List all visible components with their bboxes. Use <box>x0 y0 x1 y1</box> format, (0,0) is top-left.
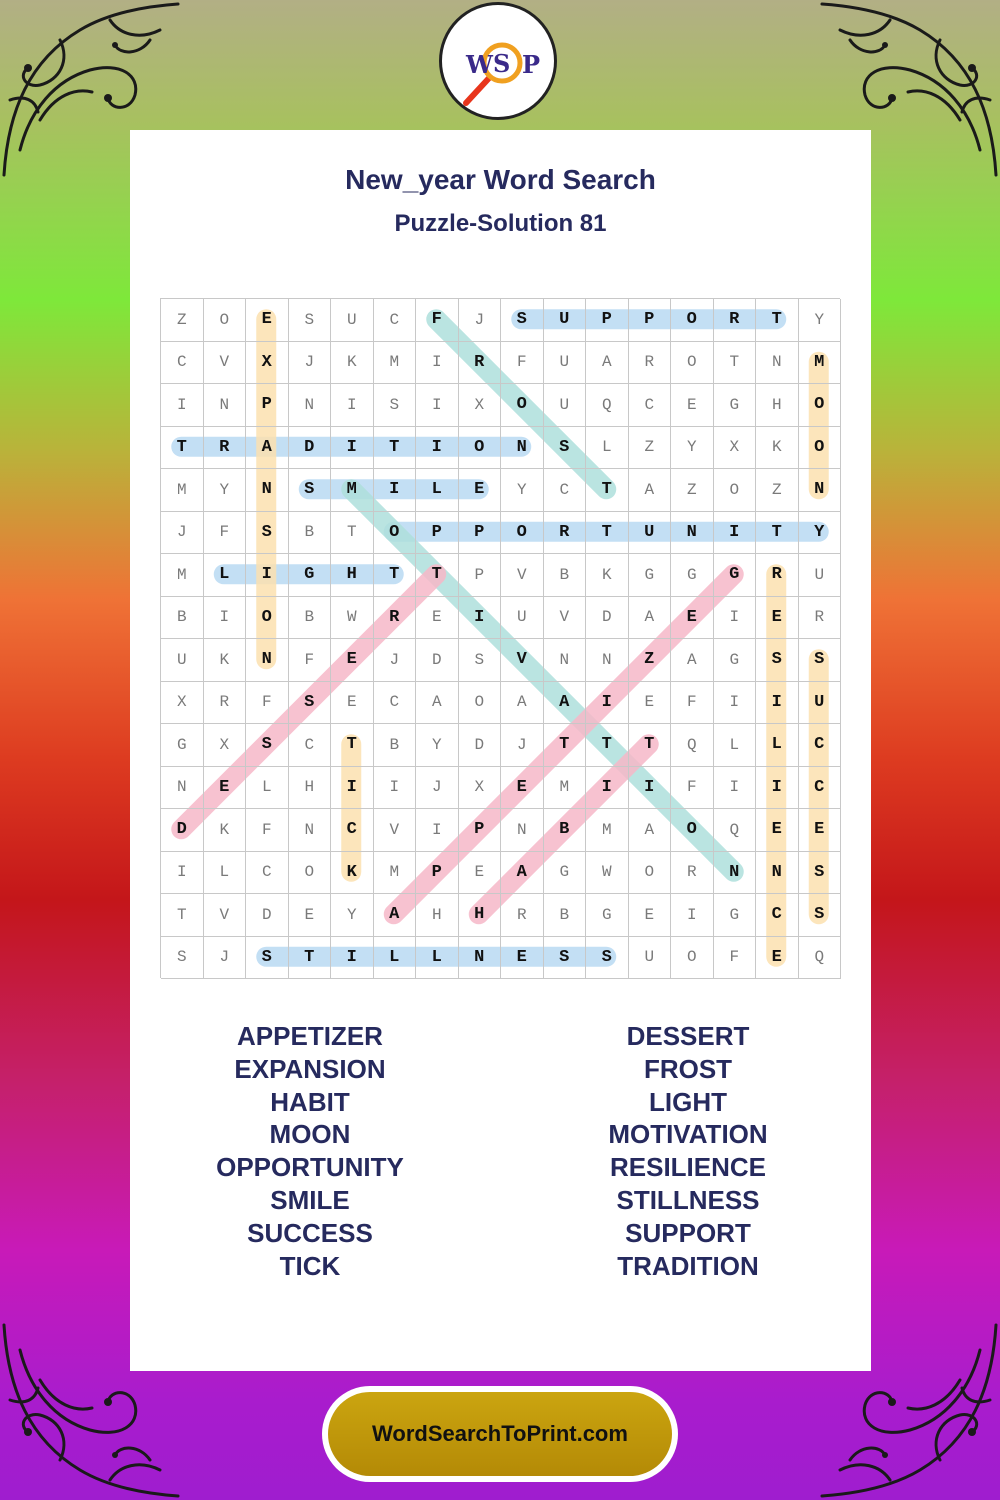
wsp-logo[interactable] <box>439 2 557 120</box>
grid-cell[interactable]: L <box>374 937 417 980</box>
grid-cell[interactable]: V <box>374 809 417 852</box>
grid-cell[interactable]: V <box>544 597 587 640</box>
grid-cell[interactable]: E <box>799 809 842 852</box>
grid-cell[interactable]: R <box>544 512 587 555</box>
grid-cell[interactable]: N <box>289 384 332 427</box>
grid-cell[interactable]: A <box>501 682 544 725</box>
puzzle-grid-area <box>160 298 840 978</box>
grid-cell[interactable]: L <box>204 852 247 895</box>
puzzle-card <box>130 130 871 1371</box>
grid-cell[interactable]: S <box>799 639 842 682</box>
grid-cell[interactable]: I <box>629 767 672 810</box>
grid-cell[interactable]: I <box>416 809 459 852</box>
grid-cell[interactable]: M <box>374 342 417 385</box>
grid-cell[interactable]: O <box>374 512 417 555</box>
grid-cell[interactable]: O <box>289 852 332 895</box>
grid-cell[interactable]: T <box>756 512 799 555</box>
grid-cell[interactable]: T <box>416 554 459 597</box>
grid-cell[interactable]: I <box>331 937 374 980</box>
word-motivation: MOTIVATION <box>608 1119 768 1150</box>
grid-cell[interactable]: X <box>459 767 502 810</box>
grid-cell[interactable]: J <box>204 937 247 980</box>
grid-cell[interactable]: C <box>544 469 587 512</box>
grid-cell[interactable]: U <box>799 682 842 725</box>
grid-cell[interactable]: N <box>501 427 544 470</box>
grid-cell[interactable]: I <box>586 767 629 810</box>
word-frost: FROST <box>643 1053 733 1084</box>
grid-cell[interactable]: O <box>246 597 289 640</box>
grid-cell[interactable]: P <box>586 299 629 342</box>
grid-cell[interactable]: F <box>671 767 714 810</box>
grid-cell[interactable]: M <box>374 852 417 895</box>
grid-cell[interactable]: Q <box>671 724 714 767</box>
grid-cell[interactable]: S <box>289 469 332 512</box>
grid-cell[interactable]: X <box>246 342 289 385</box>
grid-cell[interactable]: K <box>331 342 374 385</box>
footer-badge[interactable] <box>322 1386 678 1482</box>
grid-cell[interactable]: O <box>799 427 842 470</box>
grid-cell[interactable]: I <box>714 512 757 555</box>
grid-cell[interactable]: O <box>204 299 247 342</box>
grid-cell[interactable]: S <box>544 427 587 470</box>
grid-cell[interactable]: U <box>161 639 204 682</box>
grid-cell[interactable]: I <box>671 894 714 937</box>
grid-cell[interactable]: X <box>161 682 204 725</box>
grid-cell[interactable]: S <box>246 512 289 555</box>
grid-cell[interactable]: A <box>501 852 544 895</box>
grid-cell[interactable]: T <box>714 342 757 385</box>
grid-cell[interactable]: M <box>161 554 204 597</box>
grid-cell[interactable]: S <box>459 639 502 682</box>
grid-cell[interactable]: E <box>246 299 289 342</box>
logo-letter-p: P <box>522 50 541 79</box>
grid-cell[interactable]: Y <box>799 299 842 342</box>
grid-cell[interactable]: E <box>501 937 544 980</box>
grid-cell[interactable]: X <box>459 384 502 427</box>
grid-cell[interactable]: Y <box>799 512 842 555</box>
grid-cell[interactable]: N <box>501 809 544 852</box>
grid-cell[interactable]: T <box>629 724 672 767</box>
grid-cell[interactable]: S <box>544 937 587 980</box>
grid-cell[interactable]: X <box>204 724 247 767</box>
grid-cell[interactable]: Q <box>714 809 757 852</box>
grid-cell[interactable]: S <box>246 937 289 980</box>
grid-cell[interactable]: Z <box>629 639 672 682</box>
grid-cell[interactable]: I <box>161 852 204 895</box>
grid-cell[interactable]: W <box>586 852 629 895</box>
grid-cell[interactable]: O <box>459 427 502 470</box>
grid-cell[interactable]: Y <box>204 469 247 512</box>
grid-cell[interactable]: I <box>331 767 374 810</box>
grid-cell[interactable]: C <box>799 724 842 767</box>
grid-cell[interactable]: B <box>289 512 332 555</box>
word-opportunity: OPPORTUNITY <box>216 1152 404 1183</box>
grid-cell[interactable]: V <box>204 342 247 385</box>
word-tradition: TRADITION <box>617 1250 759 1281</box>
grid-cell[interactable]: G <box>714 384 757 427</box>
grid-cell[interactable]: B <box>374 724 417 767</box>
grid-cell[interactable]: N <box>459 937 502 980</box>
site-link[interactable]: WordSearchToPrint.com <box>372 1421 628 1446</box>
grid-cell[interactable]: G <box>629 554 672 597</box>
grid-cell[interactable]: A <box>629 809 672 852</box>
grid-cell[interactable]: C <box>756 894 799 937</box>
grid-cell[interactable]: U <box>629 512 672 555</box>
grid-cell[interactable]: O <box>799 384 842 427</box>
grid-cell[interactable]: F <box>204 512 247 555</box>
logo-letter-s: S <box>493 49 511 78</box>
grid-cell[interactable]: F <box>246 809 289 852</box>
grid-cell[interactable]: B <box>544 554 587 597</box>
grid-cell[interactable]: E <box>756 597 799 640</box>
grid-cell[interactable]: T <box>544 724 587 767</box>
word-habit: HABIT <box>270 1086 350 1117</box>
grid-cell[interactable]: B <box>544 894 587 937</box>
grid-cell[interactable]: K <box>586 554 629 597</box>
grid-cell[interactable]: L <box>714 724 757 767</box>
page-subtitle: Puzzle-Solution 81 <box>394 210 607 237</box>
grid-cell[interactable]: H <box>331 554 374 597</box>
grid-cell[interactable]: I <box>331 427 374 470</box>
grid-cell[interactable]: C <box>161 342 204 385</box>
grid-cell[interactable]: L <box>416 937 459 980</box>
grid-cell[interactable]: Z <box>756 469 799 512</box>
grid-cell[interactable]: I <box>416 384 459 427</box>
grid-cell[interactable]: E <box>331 682 374 725</box>
grid-cell[interactable]: S <box>246 724 289 767</box>
grid-cell[interactable]: R <box>629 342 672 385</box>
grid-cell[interactable]: S <box>586 937 629 980</box>
grid-cell[interactable]: M <box>586 809 629 852</box>
grid-cell[interactable]: N <box>756 342 799 385</box>
grid-cell[interactable]: R <box>799 597 842 640</box>
grid-cell[interactable]: F <box>416 299 459 342</box>
word-support: SUPPORT <box>625 1217 751 1248</box>
grid-cell[interactable]: O <box>671 342 714 385</box>
grid-cell[interactable]: L <box>756 724 799 767</box>
grid-cell[interactable]: Y <box>416 724 459 767</box>
grid-cell[interactable]: A <box>416 682 459 725</box>
grid-cell[interactable]: A <box>629 597 672 640</box>
grid-cell[interactable]: D <box>416 639 459 682</box>
grid-cell[interactable]: R <box>501 894 544 937</box>
grid-cell[interactable]: D <box>586 597 629 640</box>
grid-cell[interactable]: W <box>331 597 374 640</box>
grid-cell[interactable]: I <box>331 384 374 427</box>
grid-cell[interactable]: N <box>246 639 289 682</box>
grid-cell[interactable]: T <box>586 724 629 767</box>
grid-cell[interactable]: T <box>374 554 417 597</box>
footer-button[interactable] <box>328 1392 672 1476</box>
grid-cell[interactable]: E <box>204 767 247 810</box>
grid-cell[interactable]: S <box>161 937 204 980</box>
grid-cell[interactable]: O <box>459 682 502 725</box>
grid-cell[interactable]: L <box>416 469 459 512</box>
grid-cell[interactable]: J <box>459 299 502 342</box>
grid-cell[interactable]: G <box>586 894 629 937</box>
grid-cell[interactable]: M <box>544 767 587 810</box>
grid-cell[interactable]: O <box>714 469 757 512</box>
grid-cell[interactable]: P <box>416 852 459 895</box>
grid-cell[interactable]: Y <box>671 427 714 470</box>
grid-cell[interactable]: B <box>544 809 587 852</box>
grid-cell[interactable]: Q <box>799 937 842 980</box>
grid-cell[interactable]: N <box>544 639 587 682</box>
grid-cell[interactable]: J <box>501 724 544 767</box>
grid-cell[interactable]: C <box>289 724 332 767</box>
grid-cell[interactable]: D <box>289 427 332 470</box>
grid-cell[interactable]: E <box>756 937 799 980</box>
grid-cell[interactable]: T <box>586 469 629 512</box>
word-light: LIGHT <box>649 1086 727 1117</box>
grid-cell[interactable]: Z <box>161 299 204 342</box>
word-tick: TICK <box>279 1250 341 1281</box>
grid-cell[interactable]: H <box>756 384 799 427</box>
grid-cell[interactable]: N <box>204 384 247 427</box>
grid-cell[interactable]: I <box>416 427 459 470</box>
grid-cell[interactable]: P <box>459 512 502 555</box>
grid-cell[interactable]: O <box>501 384 544 427</box>
grid-cell[interactable]: K <box>331 852 374 895</box>
grid-cell[interactable]: P <box>459 554 502 597</box>
grid-cell[interactable]: F <box>671 682 714 725</box>
grid-cell[interactable]: J <box>374 639 417 682</box>
grid-cell[interactable]: O <box>629 852 672 895</box>
grid-cell[interactable]: T <box>586 512 629 555</box>
grid-cell[interactable]: P <box>459 809 502 852</box>
grid-cell[interactable]: T <box>331 724 374 767</box>
grid-cell[interactable]: E <box>289 894 332 937</box>
grid-cell[interactable]: J <box>416 767 459 810</box>
grid-cell[interactable]: V <box>204 894 247 937</box>
grid-cell[interactable]: Q <box>586 384 629 427</box>
word-dessert: DESSERT <box>626 1021 750 1051</box>
grid-cell[interactable]: I <box>756 767 799 810</box>
grid-cell[interactable]: T <box>161 894 204 937</box>
grid-cell[interactable]: H <box>289 767 332 810</box>
grid-cell[interactable]: F <box>289 639 332 682</box>
grid-cell[interactable]: V <box>501 554 544 597</box>
grid-cell[interactable]: T <box>374 427 417 470</box>
grid-cell[interactable]: R <box>204 682 247 725</box>
grid-cell[interactable]: S <box>799 894 842 937</box>
grid-cell[interactable]: S <box>756 639 799 682</box>
grid-cell[interactable]: U <box>799 554 842 597</box>
grid-cell[interactable]: U <box>501 597 544 640</box>
grid-cell[interactable]: U <box>544 342 587 385</box>
grid-cell[interactable]: I <box>246 554 289 597</box>
grid-cell[interactable]: E <box>671 384 714 427</box>
grid-cell[interactable]: A <box>671 639 714 682</box>
grid-cell[interactable]: X <box>714 427 757 470</box>
grid-cell[interactable]: N <box>161 767 204 810</box>
grid-cell[interactable]: E <box>756 809 799 852</box>
grid-cell[interactable]: G <box>714 639 757 682</box>
grid-cell[interactable]: N <box>289 809 332 852</box>
grid-cell[interactable]: R <box>671 852 714 895</box>
grid-cell[interactable]: N <box>799 469 842 512</box>
grid-cell[interactable]: E <box>501 767 544 810</box>
grid-cell[interactable]: T <box>756 299 799 342</box>
grid-cell[interactable]: P <box>416 512 459 555</box>
grid-cell[interactable]: K <box>204 809 247 852</box>
grid-cell[interactable]: A <box>246 427 289 470</box>
grid-cell[interactable]: V <box>501 639 544 682</box>
grid-cell[interactable]: C <box>374 299 417 342</box>
grid-cell[interactable]: I <box>586 682 629 725</box>
grid-cell[interactable]: A <box>544 682 587 725</box>
page-title: New_year Word Search <box>345 164 656 195</box>
grid-cell[interactable]: F <box>714 937 757 980</box>
grid-cell[interactable]: S <box>374 384 417 427</box>
grid-cell[interactable]: P <box>246 384 289 427</box>
letter-grid <box>160 298 840 978</box>
magnifier-icon <box>442 5 554 117</box>
word-resilience: RESILIENCE <box>609 1152 767 1183</box>
grid-cell[interactable]: U <box>544 299 587 342</box>
word-list-right <box>508 1020 868 1282</box>
grid-cell[interactable]: C <box>799 767 842 810</box>
grid-cell[interactable]: F <box>501 342 544 385</box>
grid-cell[interactable]: O <box>501 512 544 555</box>
grid-cell[interactable]: F <box>246 682 289 725</box>
grid-cell[interactable]: E <box>459 469 502 512</box>
grid-cell[interactable]: J <box>289 342 332 385</box>
grid-cell[interactable]: R <box>374 597 417 640</box>
grid-cell[interactable]: N <box>714 852 757 895</box>
grid-cell[interactable]: O <box>671 299 714 342</box>
grid-cell[interactable]: C <box>374 682 417 725</box>
grid-cell[interactable]: E <box>459 852 502 895</box>
grid-cell[interactable]: Y <box>501 469 544 512</box>
grid-cell[interactable]: S <box>289 299 332 342</box>
grid-cell[interactable]: B <box>161 597 204 640</box>
grid-cell[interactable]: B <box>289 597 332 640</box>
grid-cell[interactable]: H <box>459 894 502 937</box>
grid-cell[interactable]: R <box>459 342 502 385</box>
grid-cell[interactable]: N <box>586 639 629 682</box>
grid-cell[interactable]: M <box>331 469 374 512</box>
grid-cell[interactable]: E <box>331 639 374 682</box>
grid-cell[interactable]: N <box>756 852 799 895</box>
grid-cell[interactable]: N <box>671 512 714 555</box>
grid-cell[interactable]: G <box>714 554 757 597</box>
grid-cell[interactable]: Z <box>629 427 672 470</box>
grid-cell[interactable]: L <box>246 767 289 810</box>
grid-cell[interactable]: R <box>204 427 247 470</box>
grid-cell[interactable]: Y <box>331 894 374 937</box>
logo-letter-w: W <box>466 50 493 79</box>
grid-cell[interactable]: K <box>756 427 799 470</box>
grid-cell[interactable]: S <box>501 299 544 342</box>
grid-cell[interactable]: O <box>671 809 714 852</box>
grid-cell[interactable]: I <box>714 767 757 810</box>
grid-cell[interactable]: A <box>629 469 672 512</box>
grid-cell[interactable]: I <box>459 597 502 640</box>
grid-cell[interactable]: I <box>416 342 459 385</box>
grid-cell[interactable]: G <box>161 724 204 767</box>
grid-cell[interactable]: I <box>756 682 799 725</box>
grid-cell[interactable]: C <box>331 809 374 852</box>
grid-cell[interactable]: L <box>586 427 629 470</box>
grid-cell[interactable]: H <box>416 894 459 937</box>
grid-cell[interactable]: S <box>289 682 332 725</box>
word-stillness: STILLNESS <box>616 1184 760 1215</box>
grid-cell[interactable]: E <box>416 597 459 640</box>
grid-cell[interactable]: I <box>714 682 757 725</box>
grid-cell[interactable]: S <box>799 852 842 895</box>
grid-cell[interactable]: D <box>459 724 502 767</box>
grid-cell[interactable]: M <box>799 342 842 385</box>
word-expansion: EXPANSION <box>234 1053 386 1084</box>
grid-cell[interactable]: D <box>246 894 289 937</box>
grid-cell[interactable]: U <box>544 384 587 427</box>
word-list-left <box>130 1020 490 1282</box>
grid-cell[interactable]: T <box>331 512 374 555</box>
grid-cell[interactable]: P <box>629 299 672 342</box>
grid-cell[interactable]: M <box>161 469 204 512</box>
grid-cell[interactable]: G <box>671 554 714 597</box>
grid-cell[interactable]: O <box>671 937 714 980</box>
grid-cell[interactable]: I <box>161 384 204 427</box>
word-success: SUCCESS <box>247 1217 373 1248</box>
grid-cell[interactable]: I <box>374 469 417 512</box>
grid-cell[interactable]: K <box>204 639 247 682</box>
grid-cell[interactable]: Z <box>671 469 714 512</box>
grid-cell[interactable]: D <box>161 809 204 852</box>
grid-cell[interactable]: N <box>246 469 289 512</box>
grid-cell[interactable]: J <box>161 512 204 555</box>
grid-cell[interactable]: E <box>629 894 672 937</box>
grid-cell[interactable]: G <box>289 554 332 597</box>
word-moon: MOON <box>269 1119 351 1150</box>
grid-cell[interactable]: E <box>629 682 672 725</box>
grid-cell[interactable]: I <box>374 767 417 810</box>
grid-cell[interactable]: G <box>714 894 757 937</box>
grid-cell[interactable]: G <box>544 852 587 895</box>
grid-cell[interactable]: U <box>629 937 672 980</box>
grid-cell[interactable]: R <box>756 554 799 597</box>
grid-cell[interactable]: C <box>246 852 289 895</box>
grid-cell[interactable]: T <box>289 937 332 980</box>
grid-cell[interactable]: T <box>161 427 204 470</box>
grid-cell[interactable]: U <box>331 299 374 342</box>
grid-cell[interactable]: I <box>204 597 247 640</box>
grid-cell[interactable]: R <box>714 299 757 342</box>
grid-cell[interactable]: A <box>374 894 417 937</box>
grid-cell[interactable]: I <box>714 597 757 640</box>
grid-cell[interactable]: A <box>586 342 629 385</box>
grid-cell[interactable]: L <box>204 554 247 597</box>
grid-cell[interactable]: C <box>629 384 672 427</box>
word-appetizer: APPETIZER <box>237 1021 383 1051</box>
word-smile: SMILE <box>270 1184 350 1215</box>
grid-cell[interactable]: E <box>671 597 714 640</box>
